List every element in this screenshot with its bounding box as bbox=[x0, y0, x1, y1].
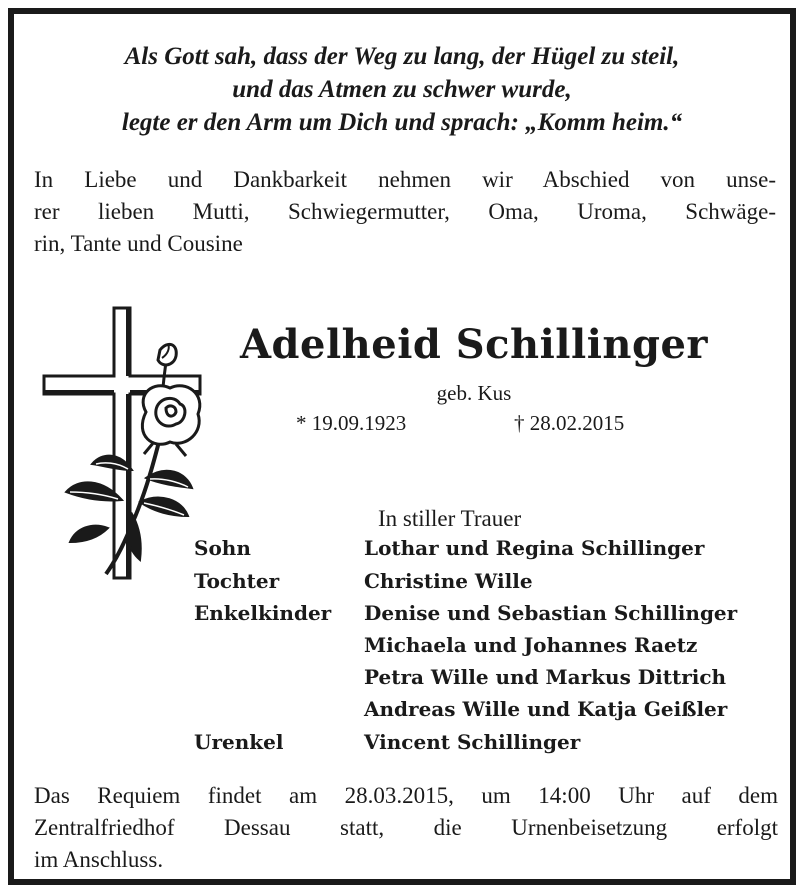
obituary-notice bbox=[8, 8, 796, 885]
mourner-names: Denise und Sebastian Schillinger bbox=[364, 601, 738, 625]
closing-line-3: im Anschluss. bbox=[34, 847, 164, 872]
mourner-names: Vincent Schillinger bbox=[364, 730, 581, 754]
mourner-role: Sohn bbox=[194, 536, 251, 560]
mourner-names: Andreas Wille und Katja Geißler bbox=[364, 697, 728, 721]
intro-line-2: rer lieben Mutti, Schwiegermutter, Oma, Uroma, Schwäge- bbox=[34, 199, 776, 224]
quote-line-1: Als Gott sah, dass der Weg zu lang, der Hügel zu steil, bbox=[124, 43, 680, 70]
cross-with-rose-icon bbox=[36, 302, 216, 592]
mourner-role: Enkelkinder bbox=[194, 601, 332, 625]
closing-line-1: Das Requiem findet am 28.03.2015, um 14:00 Uhr auf dem bbox=[34, 783, 778, 808]
intro-text bbox=[34, 164, 776, 260]
mourner-role: Urenkel bbox=[194, 730, 284, 754]
mourner-names: Lothar und Regina Schillinger bbox=[364, 536, 705, 560]
memorial-quote bbox=[14, 40, 790, 139]
quote-line-2: und das Atmen zu schwer wurde, bbox=[232, 76, 572, 103]
closing-text bbox=[34, 780, 778, 876]
intro-line-1: In Liebe und Dankbarkeit nehmen wir Abschied von unse- bbox=[34, 167, 776, 192]
death-date: † 28.02.2015 bbox=[514, 411, 625, 435]
maiden-name: geb. Kus bbox=[436, 381, 512, 405]
deceased-name: Adelheid Schillinger bbox=[240, 321, 708, 368]
mourner-role: Tochter bbox=[194, 569, 280, 593]
closing-line-2: Zentralfriedhof Dessau statt, die Urnenbeisetzung erfolgt bbox=[34, 815, 778, 840]
birth-date: * 19.09.1923 bbox=[296, 411, 407, 435]
mourner-names: Petra Wille und Markus Dittrich bbox=[364, 665, 727, 689]
mourning-heading: In stiller Trauer bbox=[378, 506, 522, 531]
intro-line-3: rin, Tante und Cousine bbox=[34, 231, 243, 256]
mourner-names: Michaela und Johannes Raetz bbox=[364, 633, 698, 657]
quote-line-3: legte er den Arm um Dich und sprach: „Komm heim.“ bbox=[121, 109, 683, 136]
mourner-names: Christine Wille bbox=[364, 569, 533, 593]
